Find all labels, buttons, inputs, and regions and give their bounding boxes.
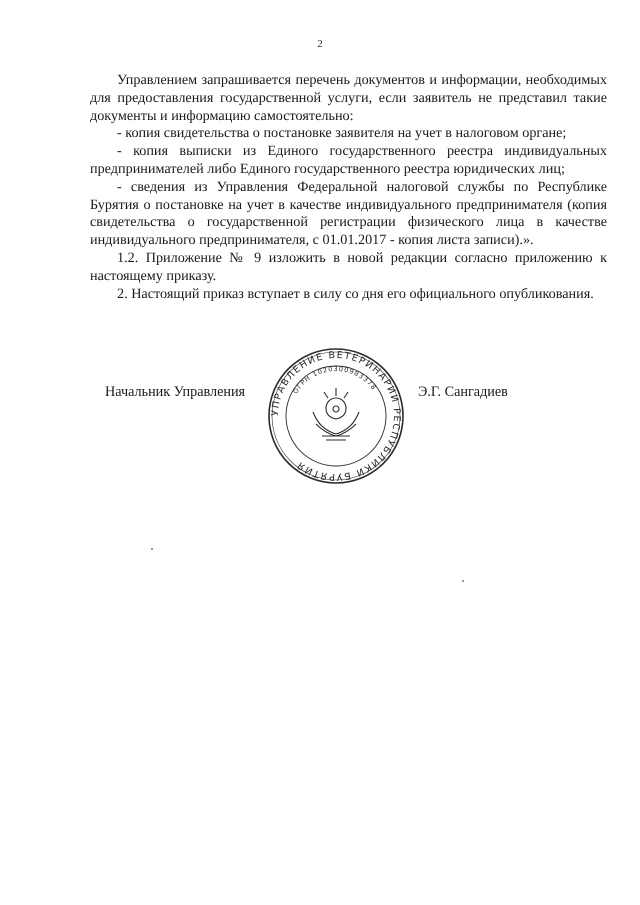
scan-speck <box>462 580 464 582</box>
signature-name: Э.Г. Сангадиев <box>418 384 508 400</box>
list-item-tax-certificate: - копия свидетельства о постановке заявителя на учет в налоговом органе; <box>117 125 567 142</box>
paragraph-intro: Управлением запрашивается перечень документов и информации, необходимых для предоставления государственной услуги, если заявитель не представил такие документы и информацию самостоятельно: <box>90 72 607 124</box>
seal-outer-text: УПРАВЛЕНИЕ ВЕТЕРИНАРИИ РЕСПУБЛИКИ БУРЯТИЯ <box>269 349 403 483</box>
seal-emblem-icon <box>313 388 359 440</box>
list-item-registry-extract: - копия выписки из Единого государственного реестра индивидуальных предпринимателей либо Единого государственного реестра юридических лиц; <box>90 143 607 177</box>
list-item-fns-info: - сведения из Управления Федеральной налоговой службы по Республике Бурятия о постановке на учет в качестве индивидуального предпринимателя (копия свидетельства о государственной регистрации физического лица в качестве индивидуального предпринимателя, с 01.01.2017 - копия листа записи).». <box>90 178 607 249</box>
scan-speck <box>151 548 153 550</box>
paragraph-clause-2: 2. Настоящий приказ вступает в силу со дня его официального опубликования. <box>117 285 594 302</box>
page-number: 2 <box>317 38 323 50</box>
seal-inner-text: ОГРН 1020300983378 <box>291 364 379 396</box>
paragraph-clause-1-2: 1.2. Приложение № 9 изложить в новой редакции согласно приложению к настоящему приказу. <box>90 249 607 284</box>
official-seal <box>266 346 406 486</box>
document-body <box>90 72 607 303</box>
signature-title: Начальник Управления <box>105 384 246 400</box>
